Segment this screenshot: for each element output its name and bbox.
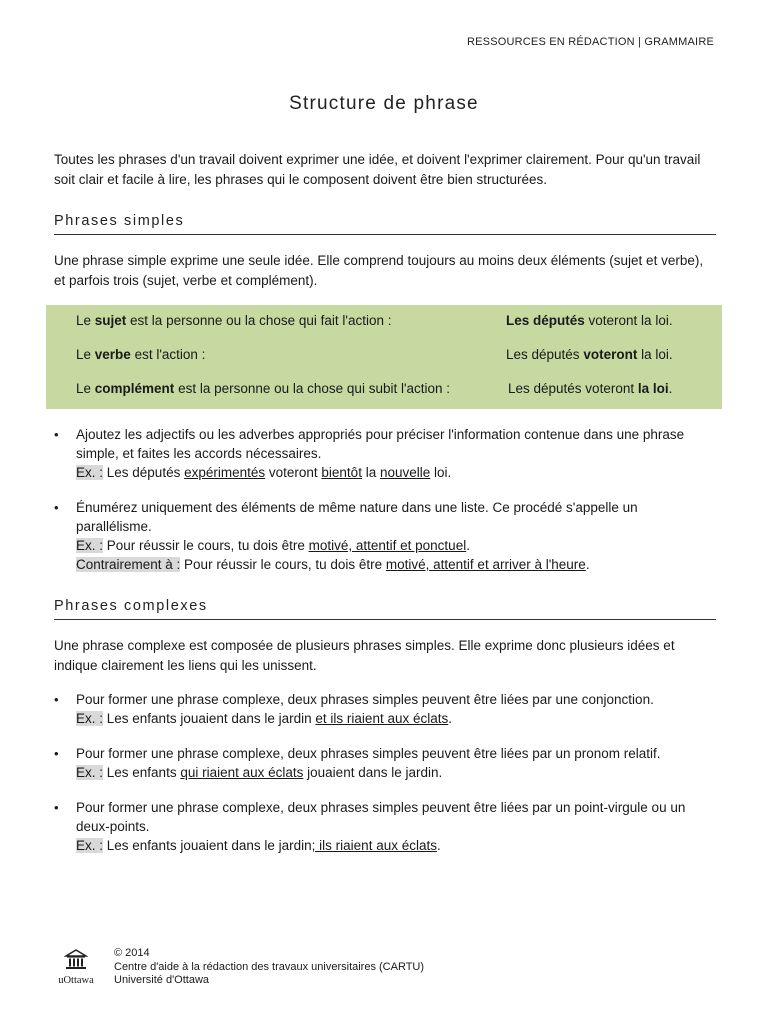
bullet-text: Ajoutez les adjectifs ou les adverbes appropriés pour préciser l'information contenue dans une phrase simple, et faites les accords nécessaires.: [76, 427, 685, 461]
bullet-icon: •: [54, 500, 59, 515]
header-resources: RESSOURCES EN RÉDACTION: [466, 36, 635, 48]
definition-text: Le sujet est la personne ou la chose qui fait l'action :: [76, 313, 392, 328]
example-label: Ex. :: [76, 838, 104, 853]
page-header: [467, 36, 714, 48]
center-name: Centre d'aide à la rédaction des travaux universitaires (CARTU): [114, 960, 425, 973]
intro-paragraph: Toutes les phrases d'un travail doivent exprimer une idée, et doivent l'exprimer clairement. Pour qu'un travail soit clair et facile à lire, les phrases qui le composent doivent être bien structurées.: [54, 152, 701, 187]
university-name: Université d'Ottawa: [114, 974, 210, 986]
bullet-icon: •: [54, 746, 59, 761]
page-title: Structure de phrase: [289, 93, 479, 114]
counter-example-label: Contrairement à :: [76, 557, 181, 572]
example-line: Ex. : Pour réussir le cours, tu dois être motivé, attentif et ponctuel.: [76, 538, 470, 553]
bullet-text: Énumérez uniquement des éléments de même nature dans une liste. Ce procédé s'appelle un parallélisme.: [76, 500, 638, 534]
bullet-icon: •: [54, 427, 59, 442]
definition-row: [76, 313, 706, 333]
header-separator: |: [634, 36, 645, 48]
bullet-text: Pour former une phrase complexe, deux phrases simples peuvent être liées par un point-virgule ou un deux-points.: [76, 800, 686, 834]
example-line: Ex. : Les députés expérimentés voteront bientôt la nouvelle loi.: [76, 465, 452, 480]
simple-intro-paragraph: Une phrase simple exprime une seule idée. Elle comprend toujours au moins deux éléments (sujet et verbe), et parfois trois (sujet, verbe et complément).: [54, 253, 704, 288]
example-label: Ex. :: [76, 538, 104, 553]
example-label: Ex. :: [76, 711, 104, 726]
definition-text: Le verbe est l'action :: [76, 347, 206, 362]
bullet-text: Pour former une phrase complexe, deux phrases simples peuvent être liées par un pronom relatif.: [76, 746, 661, 761]
university-logo: [54, 948, 98, 986]
footer-credits: [114, 947, 424, 988]
section-heading-simple: Phrases simples: [54, 213, 716, 235]
definition-row: [76, 381, 706, 401]
building-icon: [64, 948, 88, 970]
example-line: Ex. : Les enfants jouaient dans le jardin et ils riaient aux éclats.: [76, 711, 452, 726]
bullet-text: Pour former une phrase complexe, deux phrases simples peuvent être liées par une conjonction.: [76, 692, 654, 707]
copyright: © 2014: [114, 947, 150, 959]
logo-text: uOttawa: [58, 975, 94, 986]
section-heading-complex: Phrases complexes: [54, 598, 716, 620]
example-label: Ex. :: [76, 465, 104, 480]
complex-intro-paragraph: Une phrase complexe est composée de plusieurs phrases simples. Elle exprime donc plusieurs idées et indique clairement les liens qui les unissent.: [54, 638, 675, 673]
bullet-icon: •: [54, 800, 59, 815]
example-label: Ex. :: [76, 765, 104, 780]
example-line: Ex. : Les enfants jouaient dans le jardin; ils riaient aux éclats.: [76, 838, 441, 853]
bullet-icon: •: [54, 692, 59, 707]
definition-row: [76, 347, 706, 367]
definition-example: Les députés voteront la loi.: [506, 347, 673, 362]
counter-example-line: Contrairement à : Pour réussir le cours, tu dois être motivé, attentif et arriver à l'heure.: [76, 557, 590, 572]
header-category: GRAMMAIRE: [644, 36, 714, 48]
example-line: Ex. : Les enfants qui riaient aux éclats jouaient dans le jardin.: [76, 765, 443, 780]
definition-example: Les députés voteront la loi.: [506, 313, 673, 328]
definition-example: Les députés voteront la loi.: [508, 381, 673, 396]
definition-text: Le complément est la personne ou la chose qui subit l'action :: [76, 381, 451, 396]
definition-box: [46, 305, 722, 409]
